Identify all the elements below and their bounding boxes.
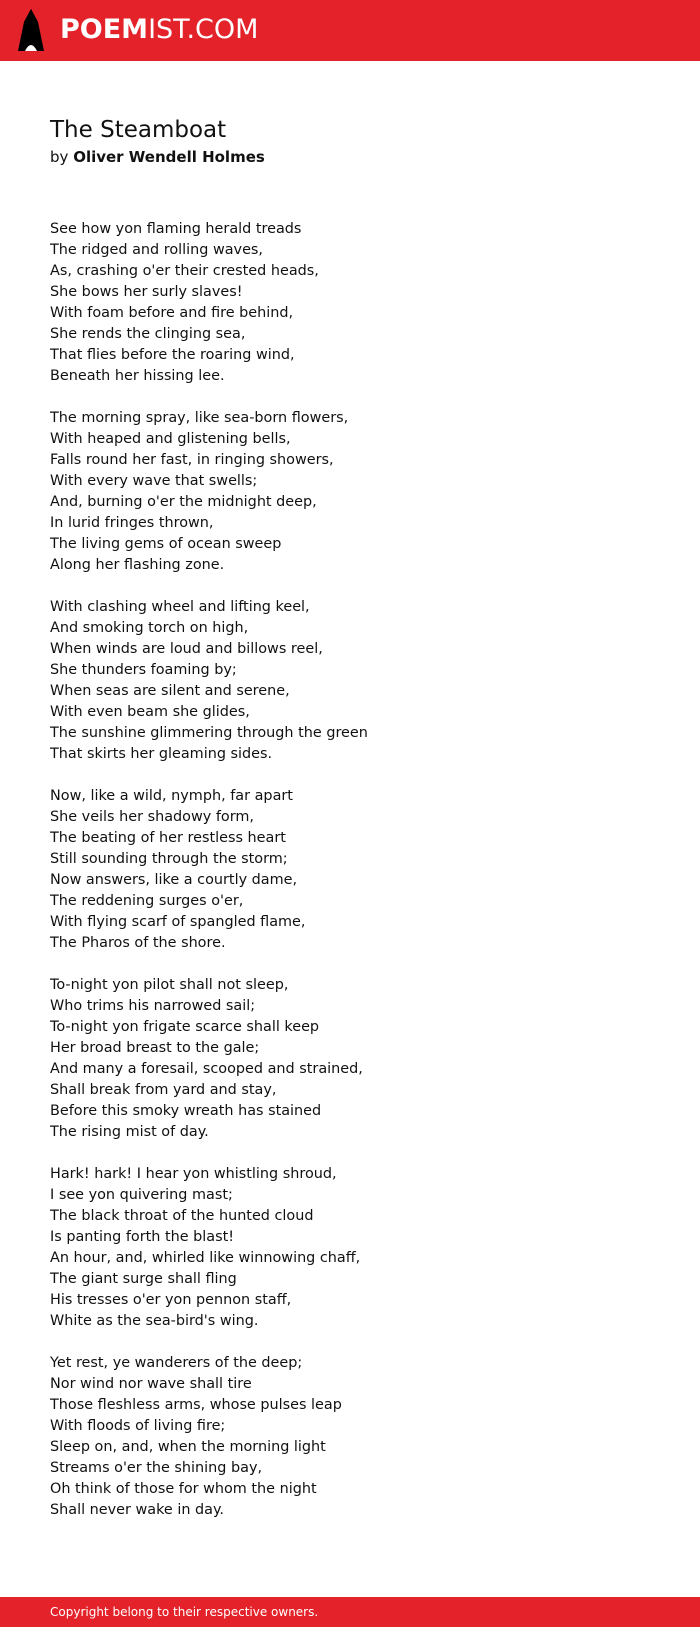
stanza-1 (50, 219, 670, 387)
poem-line: Now answers, like a courtly dame, (50, 872, 298, 888)
poem-line: With flying scarf of spangled flame, (50, 914, 306, 930)
stanza-7 (50, 1353, 670, 1521)
poem-line: Is panting forth the blast! (50, 1229, 235, 1245)
poem-line: Who trims his narrowed sail; (50, 998, 256, 1014)
poem-line: The Pharos of the shore. (50, 935, 226, 951)
site-footer (0, 1597, 700, 1627)
poem-byline (50, 146, 650, 168)
site-header (0, 0, 700, 61)
poem-line: With floods of living fire; (50, 1418, 226, 1434)
stanza-5 (50, 975, 670, 1143)
poem-line: She bows her surly slaves! (50, 284, 243, 300)
poem-line: Shall break from yard and stay, (50, 1082, 277, 1098)
poem-line: Yet rest, ye wanderers of the deep; (50, 1355, 303, 1371)
poem-line: With clashing wheel and lifting keel, (50, 599, 310, 615)
pencil-icon (18, 9, 44, 51)
poem-line: White as the sea-bird's wing. (50, 1313, 259, 1329)
poem-body (50, 219, 670, 1542)
poem-line: Now, like a wild, nymph, far apart (50, 788, 293, 804)
logo-bold-text: POEM (60, 14, 149, 45)
poem-line: That flies before the roaring wind, (50, 347, 295, 363)
poem-line: The ridged and rolling waves, (50, 242, 263, 258)
poem-line: Falls round her fast, in ringing showers, (50, 452, 334, 468)
poem-line: Streams o'er the shining bay, (50, 1460, 263, 1476)
site-logo-text (60, 8, 258, 52)
poem-line: An hour, and, whirled like winnowing chaff, (50, 1250, 361, 1266)
poem-heading (50, 114, 650, 168)
poem-line: Oh think of those for whom the night (50, 1481, 317, 1497)
by-label: by (50, 148, 69, 166)
poem-line: The beating of her restless heart (50, 830, 286, 846)
stanza-4 (50, 786, 670, 954)
poem-line: With even beam she glides, (50, 704, 250, 720)
poem-line: And many a foresail, scooped and strained, (50, 1061, 363, 1077)
poem-line: That skirts her gleaming sides. (50, 746, 273, 762)
copyright-text: Copyright belong to their respective owners. (50, 1605, 319, 1619)
poem-line: Shall never wake in day. (50, 1502, 224, 1518)
poem-line: With heaped and glistening bells, (50, 431, 291, 447)
poem-line: Her broad breast to the gale; (50, 1040, 260, 1056)
poem-line: She veils her shadowy form, (50, 809, 254, 825)
poem-line: Those fleshless arms, whose pulses leap (50, 1397, 342, 1413)
poem-line: The living gems of ocean sweep (50, 536, 282, 552)
poem-line: His tresses o'er yon pennon staff, (50, 1292, 292, 1308)
poem-line: I see yon quivering mast; (50, 1187, 233, 1203)
poem-line: Along her flashing zone. (50, 557, 225, 573)
poem-line: The black throat of the hunted cloud (50, 1208, 314, 1224)
poem-line: She rends the clinging sea, (50, 326, 246, 342)
poem-line: Still sounding through the storm; (50, 851, 288, 867)
poem-line: The giant surge shall fling (50, 1271, 237, 1287)
poem-line: Before this smoky wreath has stained (50, 1103, 322, 1119)
poem-line: See how yon flaming herald treads (50, 221, 302, 237)
poem-line: Sleep on, and, when the morning light (50, 1439, 326, 1455)
poem-line: The morning spray, like sea-born flowers, (50, 410, 349, 426)
stanza-3 (50, 597, 670, 765)
poem-line: The rising mist of day. (50, 1124, 209, 1140)
logo-light-text: IST.COM (148, 14, 259, 45)
poem-line: And smoking torch on high, (50, 620, 249, 636)
poem-line: When winds are loud and billows reel, (50, 641, 323, 657)
stanza-2 (50, 408, 670, 576)
poem-line: As, crashing o'er their crested heads, (50, 263, 319, 279)
poem-line: Nor wind nor wave shall tire (50, 1376, 252, 1392)
poem-line: Beneath her hissing lee. (50, 368, 225, 384)
stanza-6 (50, 1164, 670, 1332)
poem-line: The reddening surges o'er, (50, 893, 244, 909)
poem-line: With foam before and fire behind, (50, 305, 294, 321)
poem-line: The sunshine glimmering through the green (50, 725, 368, 741)
poem-author: Oliver Wendell Holmes (73, 148, 265, 166)
poem-title: The Steamboat (50, 117, 227, 143)
poem-line: To-night yon frigate scarce shall keep (50, 1019, 320, 1035)
poem-line: Hark! hark! I hear yon whistling shroud, (50, 1166, 337, 1182)
poem-line: She thunders foaming by; (50, 662, 237, 678)
site-logo-link[interactable] (18, 8, 258, 52)
poem-line: When seas are silent and serene, (50, 683, 290, 699)
poem-line: To-night yon pilot shall not sleep, (50, 977, 289, 993)
poem-line: In lurid fringes thrown, (50, 515, 214, 531)
poem-line: And, burning o'er the midnight deep, (50, 494, 317, 510)
poem-line: With every wave that swells; (50, 473, 258, 489)
